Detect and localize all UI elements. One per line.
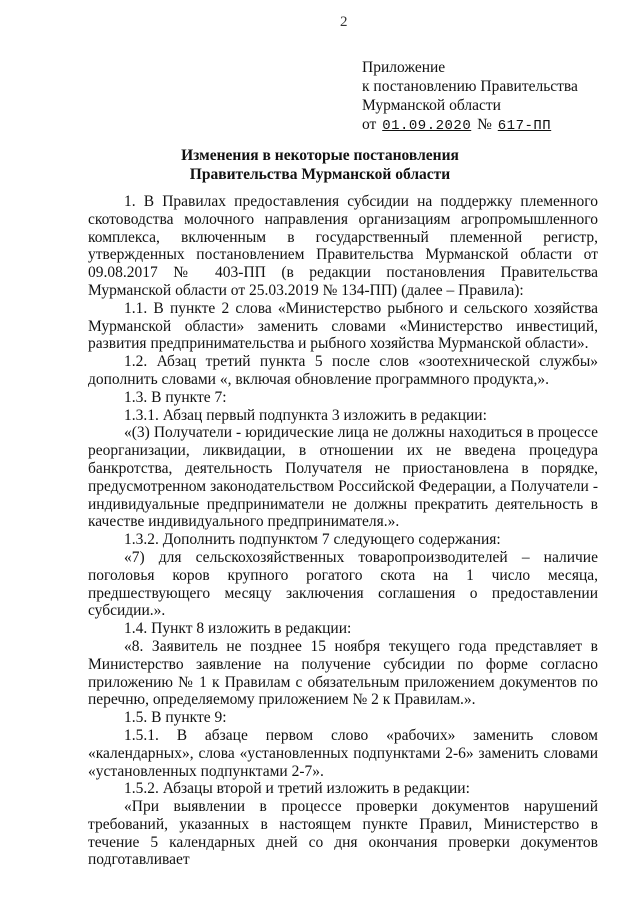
date-prefix: от bbox=[362, 116, 377, 133]
paragraph: «7) для сельскохозяйственных товаропроизводителей – наличие поголовья коров крупного рогатого скота на 1 число месяца, предшествующего месяцу заключения соглашения о предоставлении субсидии.». bbox=[88, 548, 598, 620]
document-body bbox=[88, 193, 598, 869]
paragraph: 1.4. Пункт 8 изложить в редакции: bbox=[124, 620, 352, 638]
paragraph: 1.3.2. Дополнить подпунктом 7 следующего содержания: bbox=[124, 531, 501, 549]
title-line-1: Изменения в некоторые постановления bbox=[181, 147, 459, 164]
document-title bbox=[0, 146, 640, 184]
page-number: 2 bbox=[340, 14, 348, 30]
appendix-region-line: Мурманской области bbox=[362, 97, 501, 114]
paragraph: 1.5.1. В абзаце первом слово «рабочих» заменить словом «календарных», слова «установленных подпунктами 2-6» заменить словами «установленных подпунктами 2-7». bbox=[88, 726, 598, 780]
title-line-2: Правительства Мурманской области bbox=[189, 166, 451, 183]
paragraph: 1.3. В пункте 7: bbox=[124, 388, 227, 406]
paragraph: 1.5. В пункте 9: bbox=[124, 709, 227, 727]
paragraph: 1.5.2. Абзацы второй и третий изложить в редакции: bbox=[124, 780, 470, 798]
paragraph: 1.2. Абзац третий пункта 5 после слов «зоотехнической службы» дополнить словами «, включая обновление программного продукта,». bbox=[88, 353, 598, 388]
appendix-header bbox=[362, 58, 578, 136]
paragraph: 1.3.1. Абзац первый подпункта 3 изложить в редакции: bbox=[124, 406, 487, 424]
resolution-date: 01.09.2020 bbox=[382, 118, 472, 134]
paragraph: «При выявлении в процессе проверки документов нарушений требований, указанных в настоящем пункте Правил, Министерство в течение 5 календарных дней со дня окончания проверки документов подготавливает bbox=[88, 798, 598, 869]
resolution-number: 617-ПП bbox=[497, 118, 552, 134]
paragraph: «(3) Получатели - юридические лица не должны находиться в процессе реорганизации, ликвидации, в отношении их не введена процедура банкротства, деятельность Получателя не приостановлена в порядке, предусмотренном законодательством Российской Федерации, а Получатели - индивидуальные предприниматели не должны прекратить деятельность в качестве индивидуального предпринимателя.». bbox=[88, 424, 598, 531]
appendix-resolution-line: к постановлению Правительства bbox=[362, 78, 578, 95]
paragraph: 1.1. В пункте 2 слова «Министерство рыбного и сельского хозяйства Мурманской области» заменить словами «Министерство инвестиций, развития предпринимательства и рыбного хозяйства Мурманской области». bbox=[88, 299, 598, 353]
appendix-date-line bbox=[362, 115, 578, 136]
paragraph: «8. Заявитель не позднее 15 ноября текущего года представляет в Министерство заявление на получение субсидии по форме согласно приложению № 1 к Правилам с обязательным приложением документов по перечню, определяемому приложением № 2 к Правилам.». bbox=[88, 637, 598, 709]
number-sign: № bbox=[477, 116, 492, 133]
appendix-label: Приложение bbox=[362, 59, 446, 76]
paragraph: 1. В Правилах предоставления субсидии на поддержку племенного скотоводства молочного направления организациям агропромышленного комплекса, включенным в государственный племенной регистр, утвержденных постановлением Правительства Мурманской области от 09.08.2017 № 403-ПП (в редакции постановления Правительства Мурманской области от 25.03.2019 № 134-ПП) (далее – Правила): bbox=[88, 193, 598, 299]
